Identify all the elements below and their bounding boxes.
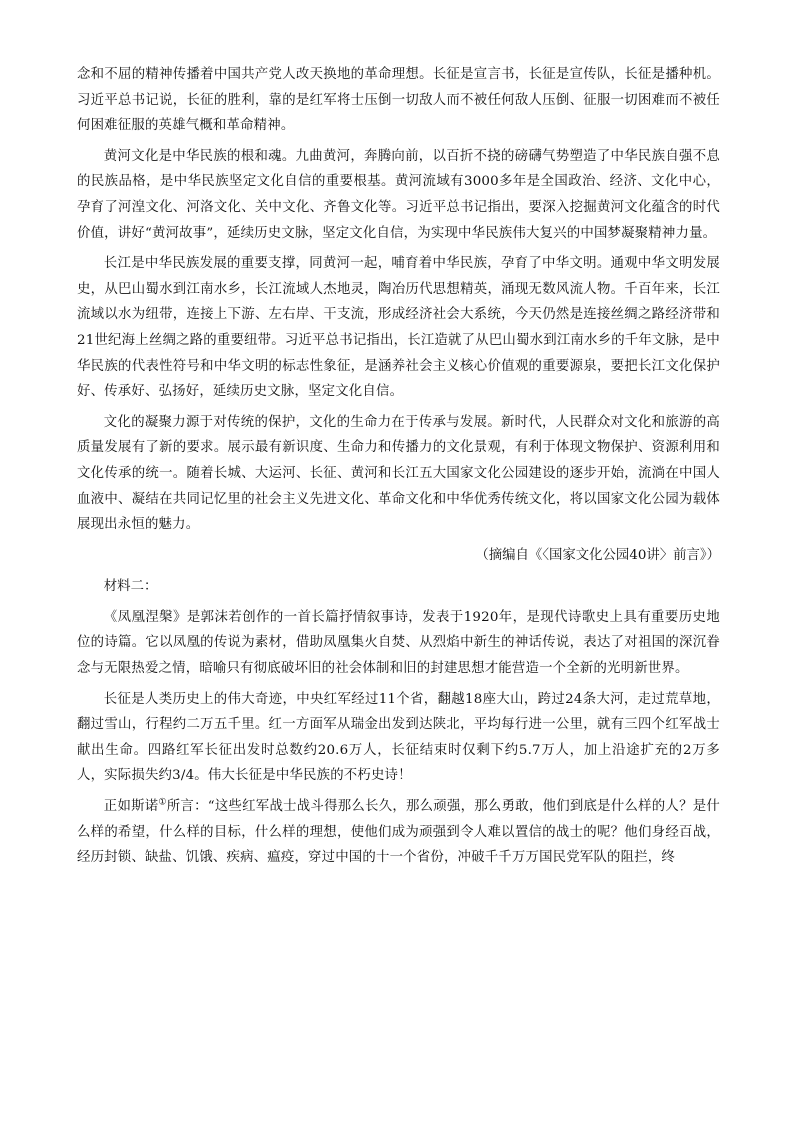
snow-quote-text: 所言：“这些红军战士战斗得那么长久，那么顽强，那么勇敢，他们到底是什么样的人？是什么样的希望，什么样的目标，什么样的理想，使他们成为顽强到令人难以置信的战士的呢？他们身经百战，经历封锁、缺盐、饥饿、疾病、瘟疫，穿过中国的十一个省份，冲破千千万万国民党军队的阻拦，终 bbox=[77, 799, 720, 866]
footnote-marker: ① bbox=[158, 797, 167, 808]
paragraph-yangtze-river-culture: 长江是中华民族发展的重要支撑，同黄河一起，哺育着中华民族，孕育了中华文明。通观中华文明发展史，从巴山蜀水到江南水乡，长江流域人杰地灵，陶冶历代思想精英，涌现无数风流人物。千百年来，长江流域以水为纽带，连接上下游、左右岸、干支流，形成经济社会大系统，今天仍然是连接丝绸之路经济带和21世纪海上丝绸之路的重要纽带。习近平总书记指出，长江造就了从巴山蜀水到江南水乡的千年文脉，是中华民族的代表性符号和中华文明的标志性象征，是涵养社会主义核心价值观的重要源泉，要把长江文化保护好、传承好、弘扬好，延续历史文脉，坚定文化自信。 bbox=[77, 256, 720, 400]
source-citation: （摘编自《〈国家文化公园40讲〉前言》） bbox=[475, 547, 720, 563]
paragraph-yellow-river-culture: 黄河文化是中华民族的根和魂。九曲黄河，奔腾向前，以百折不挠的磅礴气势塑造了中华民族自强不息的民族品格，是中华民族坚定文化自信的重要根基。黄河流域有3000多年是全国政治、经济、文化中心，孕育了河湟文化、河洛文化、关中文化、齐鲁文化等。习近平总书记指出，要深入挖掘黄河文化蕴含的时代价值，讲好“黄河故事”，延续历史文脉，坚定文化自信，为实现中华民族伟大复兴的中国梦凝聚精神力量。 bbox=[77, 148, 720, 241]
material-two-label: 材料二： bbox=[103, 579, 158, 595]
paragraph-phoenix-nirvana: 《凤凰涅槃》是郭沫若创作的一首长篇抒情叙事诗，发表于1920年，是现代诗歌史上具有重要历史地位的诗篇。它以凤凰的传说为素材，借助凤凰集火自焚、从烈焰中新生的神话传说，表达了对祖国的深沉眷念与无限热爱之情，暗喻只有彻底破坏旧的社会体制和旧的封建思想才能营造一个全新的光明新世界。 bbox=[77, 609, 720, 677]
document-body bbox=[77, 62, 720, 871]
snow-quote-lead: 正如斯诺 bbox=[103, 799, 159, 815]
paragraph-cultural-cohesion: 文化的凝聚力源于对传统的保护，文化的生命力在于传承与发展。新时代，人民群众对文化和旅游的高质量发展有了新的要求。展示最有新识度、生命力和传播力的文化景观，有利于体现文物保护、资源利用和文化传承的统一。随着长城、大运河、长征、黄河和长江五大国家文化公园建设的逐步开始，流淌在中国人血液中、凝结在共同记忆里的社会主义先进文化、革命文化和中华优秀传统文化，将以国家文化公园为载体展现出永恒的魅力。 bbox=[77, 414, 720, 533]
paragraph-snow-quote bbox=[77, 794, 720, 871]
paragraph-long-march-miracle: 长征是人类历史上的伟大奇迹，中央红军经过11个省，翻越18座大山，跨过24条大河，走过荒草地，翻过雪山，行程约二万五千里。红一方面军从瑞金出发到达陕北，平均每行进一公里，就有三四个红军战士献出生命。四路红军长征出发时总数约20.6万人，长征结束时仅剩下约5.7万人，加上沿途扩充的2万多人，实际损失约3/4。伟大长征是中华民族的不朽史诗！ bbox=[77, 691, 720, 784]
paragraph-long-march-spirit: 念和不屈的精神传播着中国共产党人改天换地的革命理想。长征是宣言书，长征是宣传队，长征是播种机。习近平总书记说，长征的胜利，靠的是红军将士压倒一切敌人而不被任何敌人压倒、征服一切困难而不被任何困难征服的英雄气概和革命精神。 bbox=[77, 67, 720, 134]
